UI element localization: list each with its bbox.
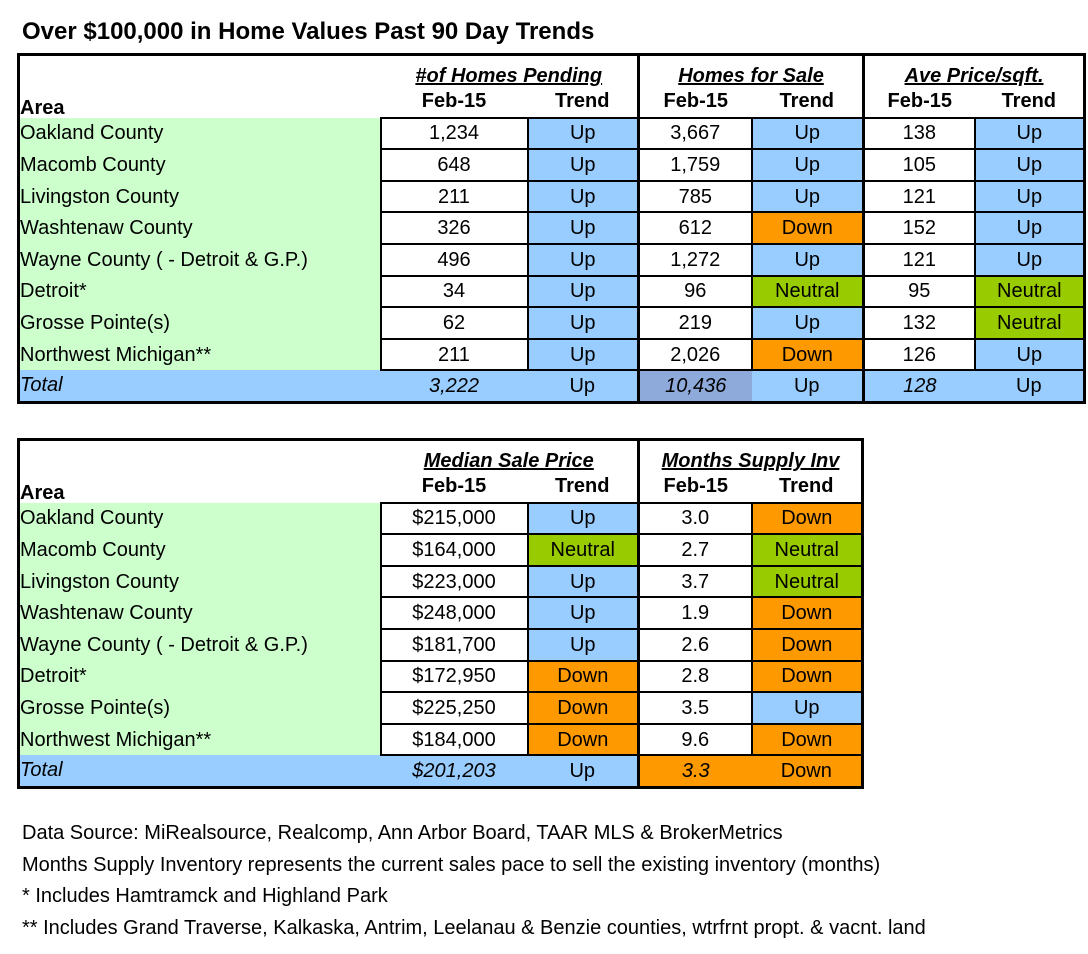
trends-table-pending-sale-price — [17, 53, 1086, 404]
area-name: Oakland County — [19, 118, 381, 150]
total-label: Total — [19, 370, 381, 402]
value-cell: 10,436 — [639, 370, 752, 402]
table-row — [19, 118, 1085, 150]
value-cell: 1.9 — [639, 597, 752, 629]
trend-cell: Up — [528, 212, 639, 244]
group-header: Ave Price/sqft. — [904, 65, 1044, 87]
table-row — [19, 692, 863, 724]
trend-cell: Up — [752, 244, 864, 276]
value-cell: 2.8 — [639, 661, 752, 693]
area-name: Washtenaw County — [19, 212, 381, 244]
column-header: Trend — [1001, 90, 1057, 113]
trend-cell: Up — [975, 149, 1085, 181]
value-cell: 152 — [864, 212, 975, 244]
value-cell: 1,234 — [381, 118, 528, 150]
value-cell: 326 — [381, 212, 528, 244]
total-row — [19, 755, 863, 787]
area-name: Northwest Michigan** — [19, 339, 381, 371]
trend-cell: Neutral — [975, 276, 1085, 308]
trend-cell: Up — [975, 118, 1085, 150]
group-header: Months Supply Inv — [661, 450, 840, 472]
value-cell: $184,000 — [381, 724, 528, 756]
trend-cell: Up — [975, 181, 1085, 213]
value-cell: 2.7 — [639, 534, 752, 566]
trend-cell: Up — [752, 149, 864, 181]
table-row — [19, 212, 1085, 244]
trend-cell: Up — [975, 212, 1085, 244]
trend-cell: Up — [752, 692, 863, 724]
value-cell: 785 — [639, 181, 752, 213]
trend-cell: Up — [528, 755, 639, 787]
trend-cell: Up — [528, 149, 639, 181]
value-cell: $215,000 — [381, 503, 528, 535]
area-header: Area — [20, 96, 65, 118]
table-row — [19, 534, 863, 566]
trend-cell: Up — [528, 118, 639, 150]
column-header-row — [19, 471, 863, 503]
area-name: Macomb County — [19, 149, 381, 181]
value-cell: 211 — [381, 339, 528, 371]
column-header-row — [19, 86, 1085, 118]
footnote-source: Data Source: MiRealsource, Realcomp, Ann Arbor Board, TAAR MLS & BrokerMetrics — [22, 822, 783, 844]
area-name: Macomb County — [19, 534, 381, 566]
table-row — [19, 244, 1085, 276]
table-row — [19, 597, 863, 629]
footnote-northwest: ** Includes Grand Traverse, Kalkaska, Antrim, Leelanau & Benzie counties, wtrfrnt propt. & vacnt. land — [22, 916, 926, 939]
table-row — [19, 276, 1085, 308]
area-name: Grosse Pointe(s) — [19, 692, 381, 724]
value-cell: 121 — [864, 244, 975, 276]
value-cell: 62 — [381, 307, 528, 339]
value-cell: 2,026 — [639, 339, 752, 371]
table-row — [19, 149, 1085, 181]
trend-cell: Down — [752, 597, 863, 629]
trend-cell: Up — [975, 339, 1085, 371]
value-cell: 95 — [864, 276, 975, 308]
area-header: Area — [20, 481, 65, 503]
trend-cell: Down — [752, 503, 863, 535]
value-cell: 2.6 — [639, 629, 752, 661]
value-cell: 1,759 — [639, 149, 752, 181]
table-row — [19, 339, 1085, 371]
value-cell: 1,272 — [639, 244, 752, 276]
value-cell: 3,667 — [639, 118, 752, 150]
trend-cell: Up — [975, 244, 1085, 276]
value-cell: $181,700 — [381, 629, 528, 661]
area-name: Northwest Michigan** — [19, 724, 381, 756]
value-cell: 612 — [639, 212, 752, 244]
area-name: Washtenaw County — [19, 597, 381, 629]
column-header: Feb-15 — [663, 475, 728, 498]
value-cell: $201,203 — [381, 755, 528, 787]
column-header: Feb-15 — [421, 90, 487, 113]
trend-cell: Down — [528, 724, 639, 756]
trend-cell: Up — [528, 276, 639, 308]
value-cell: 648 — [381, 149, 528, 181]
table-row — [19, 181, 1085, 213]
group-header-row — [19, 440, 863, 472]
trend-cell: Neutral — [752, 534, 863, 566]
trend-cell: Down — [752, 629, 863, 661]
trend-cell: Down — [752, 661, 863, 693]
table-row — [19, 307, 1085, 339]
value-cell: 128 — [864, 370, 975, 402]
trend-cell: Neutral — [752, 566, 863, 598]
value-cell: 3.7 — [639, 566, 752, 598]
table-row — [19, 724, 863, 756]
value-cell: 3.3 — [639, 755, 752, 787]
trend-cell: Up — [975, 370, 1085, 402]
trend-cell: Up — [752, 307, 864, 339]
value-cell: 126 — [864, 339, 975, 371]
page-title: Over $100,000 in Home Values Past 90 Day Trends — [22, 18, 595, 45]
footnote-supply: Months Supply Inventory represents the current sales pace to sell the existing inventory (months) — [22, 853, 881, 876]
trend-cell: Neutral — [975, 307, 1085, 339]
value-cell: 34 — [381, 276, 528, 308]
area-name: Livingston County — [19, 181, 381, 213]
value-cell: $248,000 — [381, 597, 528, 629]
value-cell: 9.6 — [639, 724, 752, 756]
table-row — [19, 566, 863, 598]
trend-cell: Up — [752, 370, 864, 402]
column-header: Trend — [528, 471, 639, 503]
trend-cell: Down — [752, 724, 863, 756]
table-row — [19, 629, 863, 661]
table-row — [19, 503, 863, 535]
trend-cell: Neutral — [752, 276, 864, 308]
footnote-detroit: * Includes Hamtramck and Highland Park — [22, 885, 388, 907]
table-row — [19, 661, 863, 693]
trend-cell: Up — [528, 307, 639, 339]
trend-cell: Up — [528, 244, 639, 276]
total-row — [19, 370, 1085, 402]
trend-cell: Up — [528, 370, 639, 402]
value-cell: 496 — [381, 244, 528, 276]
value-cell: 3,222 — [381, 370, 528, 402]
trend-cell: Up — [528, 503, 639, 535]
value-cell: 219 — [639, 307, 752, 339]
trend-cell: Down — [752, 339, 864, 371]
group-header: Median Sale Price — [381, 440, 639, 472]
value-cell: 105 — [864, 149, 975, 181]
trend-cell: Up — [528, 629, 639, 661]
trend-cell: Up — [528, 339, 639, 371]
area-name: Detroit* — [19, 661, 381, 693]
trend-cell: Up — [752, 181, 864, 213]
value-cell: 3.5 — [639, 692, 752, 724]
total-label: Total — [19, 755, 381, 787]
value-cell: 3.0 — [639, 503, 752, 535]
column-header: Feb-15 — [663, 90, 728, 113]
value-cell: $172,950 — [381, 661, 528, 693]
trends-table-median-price-supply — [17, 438, 864, 789]
area-name: Wayne County ( - Detroit & G.P.) — [19, 244, 381, 276]
value-cell: 96 — [639, 276, 752, 308]
trend-cell: Down — [528, 692, 639, 724]
trend-cell: Up — [528, 566, 639, 598]
area-name: Livingston County — [19, 566, 381, 598]
column-header: Feb-15 — [421, 475, 487, 498]
column-header: Trend — [779, 475, 834, 498]
trend-cell: Down — [528, 661, 639, 693]
group-header: #of Homes Pending — [381, 55, 639, 87]
trend-cell: Up — [528, 181, 639, 213]
value-cell: 211 — [381, 181, 528, 213]
column-header: Trend — [752, 86, 864, 118]
column-header: Trend — [528, 86, 639, 118]
trend-cell: Neutral — [528, 534, 639, 566]
group-header: Homes for Sale — [639, 55, 864, 87]
area-name: Grosse Pointe(s) — [19, 307, 381, 339]
value-cell: $164,000 — [381, 534, 528, 566]
area-name: Wayne County ( - Detroit & G.P.) — [19, 629, 381, 661]
area-name: Detroit* — [19, 276, 381, 308]
footnotes — [22, 818, 926, 944]
value-cell: $223,000 — [381, 566, 528, 598]
value-cell: $225,250 — [381, 692, 528, 724]
trend-cell: Down — [752, 755, 863, 787]
trend-cell: Up — [528, 597, 639, 629]
area-name: Oakland County — [19, 503, 381, 535]
value-cell: 132 — [864, 307, 975, 339]
trend-cell: Up — [752, 118, 864, 150]
column-header: Feb-15 — [887, 90, 953, 113]
value-cell: 121 — [864, 181, 975, 213]
trend-cell: Down — [752, 212, 864, 244]
group-header-row — [19, 55, 1085, 87]
value-cell: 138 — [864, 118, 975, 150]
